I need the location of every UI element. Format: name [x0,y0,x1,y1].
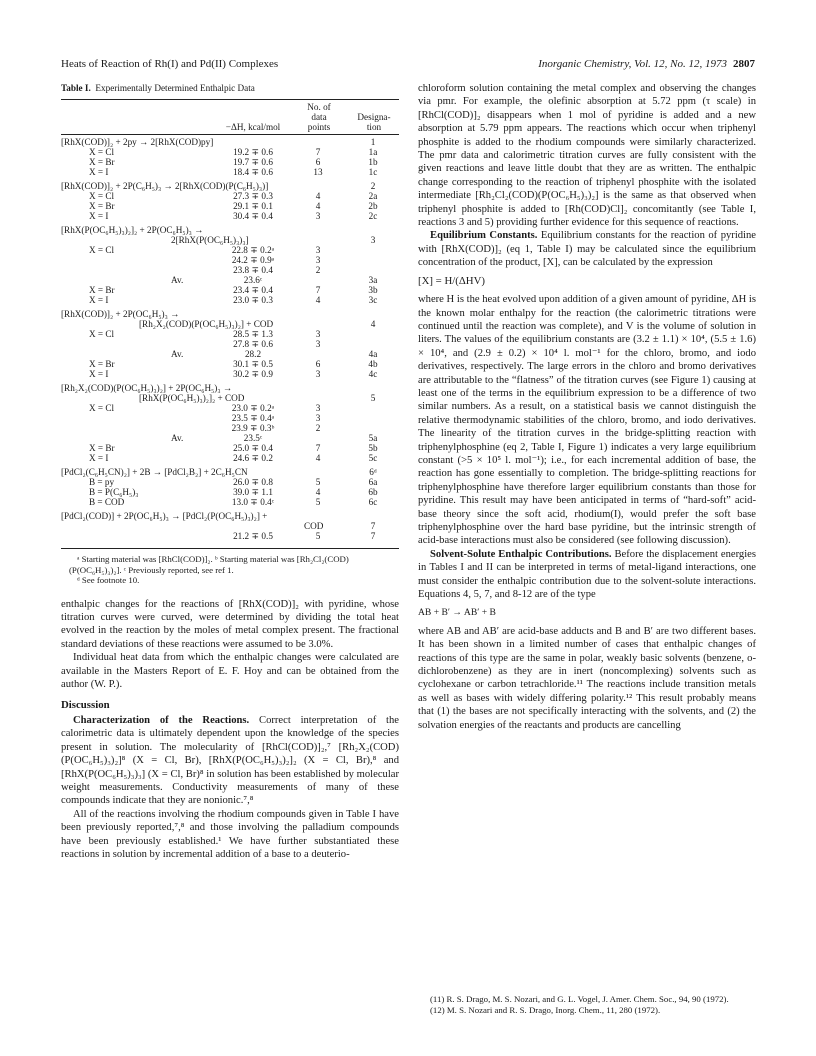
table-footnotes [69,554,399,585]
table-row-label: [RhX(P(OC₆H₅)₃)₂]₂ + COD [139,393,245,404]
designation-value: 7 [370,531,376,542]
table-row-label: B = P(C₆H₅)₃ [89,487,139,498]
header-journal [538,58,755,70]
paragraph [61,714,399,808]
table-row-label: Av. [171,349,184,360]
reaction-equation: [PdCl₂(C₆H₅CN)₂] + 2B → [PdCl₂B₂] + 2C₆H₅CN [61,467,248,478]
table-row-label: X = Br [89,443,115,454]
enthalpy-value: 23.6ᶜ [243,275,263,286]
paragraph: chloroform solution containing the metal complex and observing the changes via pmr. For example, the olefinic absorption at 5.72 ppm (τ scale) in [RhCl(COD)]₂ disappears when 1 mol of pyridine is added and a new absorption at 5.79 ppm appears. The reactions which occur when triphenyl phosphite is added to the rhodium compounds were similarly characterized. The pmr data and calorimetric titration curves are fully consistent with the given reactions and leave little doubt that they are as written. The enthalpic change corresponding to the reaction of triphenyl phosphite with the isolated intermediate [Rh₂Cl₂(COD)(P(OC₆H₅)₃)₂] is the same as that observed when triphenyl phosphite is added to [Rh(COD)Cl]₂ concomitantly (see Table I, reactions 3 and 5) providing further evidence for this sequence of reactions. [418,83,756,229]
enthalpy-value: 19.2 ∓ 0.6 [233,147,273,158]
designation-value: 6b [368,487,378,498]
table-row-label: Av. [171,275,184,286]
data-points-value: 3 [315,245,321,256]
table-row-label: X = I [89,167,109,178]
designation-value: 4c [368,369,378,380]
table-caption [61,82,399,95]
designation-value: 5a [368,433,378,444]
header-points-3: points [307,122,331,133]
table-row-label: X = Br [89,285,115,296]
enthalpy-value: 30.2 ∓ 0.9 [233,369,273,380]
header-desig-1: Designa- [357,112,391,123]
enthalpy-value: 23.8 ∓ 0.4 [233,265,273,276]
table-caption-text: Experimentally Determined Enthalpic Data [95,83,255,93]
designation-value: 1c [368,167,378,178]
enthalpy-value: 27.3 ∓ 0.3 [233,191,273,202]
journal-citation: Inorganic Chemistry, Vol. 12, No. 12, 1973 [538,58,727,70]
paragraph-text: Equilibrium constants for the reaction of pyridine with [RhX(COD)]₂ (eq 1, Table I) may be calculated since the equilibrium concentration of the product, [X], can be calculated by the expression [418,230,757,269]
header-dh: −ΔH, kcal/mol [225,122,281,133]
equation-concentration: [X] = H/(ΔHV) [418,274,486,287]
enthalpy-value: 39.0 ∓ 1.1 [233,487,273,498]
table-row-label: COD [304,521,324,532]
table-header-rule [61,134,399,135]
table-row-label: X = I [89,453,109,464]
enthalpy-value: 23.0 ∓ 0.3 [233,295,273,306]
table-row-label: X = I [89,211,109,222]
enthalpy-value: 23.4 ∓ 0.4 [233,285,273,296]
designation-value: 2a [368,191,378,202]
table-footnote: ᵃ Starting material was [RhCl(COD)]₂. ᵇ Starting material was [Rh₂Cl₂(COD)(P(OC₆H₅)₃)₂]. ᶜ Previously reported, see ref 1. [69,554,349,575]
data-points-value: 3 [315,369,321,380]
paragraph [418,229,756,269]
paragraph-text: Correct interpretation of the calorimetric data is ultimately dependent upon the knowledge of the species present in solution. The molecularity of [RhCl(COD)]₂,⁷ [Rh₂X₂(COD)(P(OC₆H₅)₃)₂]⁸ (X = Cl, Br), [RhX(P(OC₆H₅)₃)₂]₂ (X = Cl, Br),⁸ and [RhX(P(OC₆H₅)₃)₃] (X = Cl, Br)⁸ in solution has been established by molecular weight measurements. Conductivity measurements of many of these compounds indicate that they are nonionic.⁷,⁸ [61,714,399,807]
enthalpy-value: 23.5 ∓ 0.4ᵃ [231,413,275,424]
table-row-label: Av. [171,433,184,444]
table-top-rule [61,99,399,100]
header-title: Heats of Reaction of Rh(I) and Pd(II) Complexes [61,58,279,70]
enthalpy-value: 25.0 ∓ 0.4 [233,443,273,454]
enthalpy-value: 21.2 ∓ 0.5 [233,531,273,542]
paragraph: where H is the heat evolved upon addition of a given amount of pyridine, ΔH is the known molar enthalpy for the reaction (the calorimetric titrations were continued until the reaction was complete), and V is the volume of solution in liters. The values of the equilibrium constants are (3.2 ± 1.1) × 10⁴, (5.5 ± 1.6) × 10⁴, and (2.9 ± 0.2) × 10⁴ l. mol⁻¹ for the chloro, bromo, and iodo derivatives, respectively. The large errors in the chloro and bromo derivatives are attributable to the “flatness” of the titration curves (see Figure 1) causing at least one of the terms in the equilibrium expression to be a difference of two similar numbers. As a result, on a statistical basis we cannot distinguish the relative thermodynamic stabilities of the chloro, bromo, and iodo derivatives. The linearity of the titration curves in the bridge-splitting reaction with triphenylphosphine (eq 2, Table I, Figure 1) indicates a very large equilibrium constant (>5 × 10⁵ l. mol⁻¹); i.e., for each incremental addition of base, the reaction has gone essentially to completion. The bridge-splitting reactions for triphenylphosphine have therefore larger equilibrium constants than those for pyridine. This result may have been anticipated in terms of “hard-soft” acid-base theory since the soft acid, rhodium(I), would prefer the soft base triphenylphosphine over the hard base pyridine, but the intrinsic strength of acid-base interactions must also be considered (see following discussion). [418,294,756,547]
reference-item: (12) M. S. Nozari and R. S. Drago, Inorg. Chem., 11, 280 (1972). [430,1004,661,1015]
table-row-label: X = Cl [89,147,115,158]
paragraph [418,548,756,602]
data-points-value: 3 [315,339,321,350]
designation-value: 7 [370,521,376,532]
runin-heading: Characterization of the Reactions. [73,714,250,726]
enthalpy-value: 18.4 ∓ 0.6 [233,167,273,178]
running-header [61,58,755,74]
left-body-text [61,598,399,862]
reference-item: (11) R. S. Drago, M. S. Nozari, and G. L. Vogel, J. Amer. Chem. Soc., 94, 90 (1972). [430,994,729,1004]
enthalpy-value: 23.0 ∓ 0.2ᵃ [231,403,275,414]
data-points-value: 5 [315,497,321,508]
enthalpic-data-table [61,99,399,542]
enthalpy-value: 28.2 [244,349,262,360]
designation-value: 3a [368,275,378,286]
designation-value: 3b [368,285,378,296]
reaction-equation: [PdCl₂(COD)] + 2P(OC₆H₅)₃ → [PdCl₂(P(OC₆H₅)₃)₂] + [61,511,268,522]
runin-heading: Equilibrium Constants. [430,230,538,242]
designation-value: 1b [368,157,378,168]
header-points-1: No. of [307,102,331,113]
data-points-value: 3 [315,329,321,340]
enthalpy-value: 30.1 ∓ 0.5 [233,359,273,370]
designation-value: 4b [368,359,378,370]
table-row-label: X = Cl [89,191,115,202]
right-column [418,82,756,732]
table-row-label: [Rh₂X₂(COD)(P(OC₆H₅)₃)₂] + COD [139,319,274,330]
designation-value: 5 [370,393,376,404]
enthalpy-value: 23.9 ∓ 0.3ᵇ [231,423,275,434]
paragraph: where AB and AB′ are acid-base adducts and B and B′ are two different bases. It has been shown in a limited number of cases that enthalpic changes of reactions of this type are the same in polar, weakly basic solvents (benzene, o-dichlorobenzene) as they are in inert (noncomplexing) solvents such as cyclohexane or carbon tetrachloride.¹¹ The reactions include transition metals as well as bases with widely differing polarity.¹² This result probably means that (1) the bases are not specifically interacting with the solvents, and (2) the solvation energies of the reactants and products are cancelling [418,625,756,731]
data-points-value: 4 [315,201,321,212]
designation-value: 2b [368,201,378,212]
table-row-label: X = Br [89,157,115,168]
header-desig-2: tion [366,122,382,133]
enthalpy-value: 23.5ᶜ [243,433,263,444]
designation-value: 2 [370,181,376,192]
enthalpy-value: 19.7 ∓ 0.6 [233,157,273,168]
page-number: 2807 [733,58,755,70]
enthalpy-value: 24.2 ∓ 0.9ᵃ [231,255,275,266]
paragraph-text: Before the displacement energies in Tables I and II can be interpreted in terms of metal-ligand interactions, one must consider the enthalpic contribution due to the solvent-solute interactions. Equations 4, 5, 7, and 8-12 are of the type [418,548,756,601]
table-row-label: X = I [89,369,109,380]
table-caption-label: Table I. [61,83,91,93]
designation-value: 4a [368,349,378,360]
left-column [61,82,399,861]
enthalpy-value: 27.8 ∓ 0.6 [233,339,273,350]
section-heading-discussion: Discussion [61,699,110,712]
data-points-value: 7 [315,285,321,296]
designation-value: 6ᵈ [369,467,377,478]
data-points-value: 6 [315,359,321,370]
enthalpy-value: 22.8 ∓ 0.2ᵃ [231,245,275,256]
equation-displacement: AB + B′ → AB′ + B [418,607,496,619]
data-points-value: 2 [315,265,321,276]
designation-value: 3 [370,235,376,246]
designation-value: 2c [368,211,378,222]
enthalpy-value: 26.0 ∓ 0.8 [233,477,273,488]
paragraph: Individual heat data from which the enthalpic changes were calculated are available in the Masters Report of E. F. Hoy and can be obtained from the author (W. P.). [61,652,399,691]
paragraph: All of the reactions involving the rhodium compounds given in Table I have been previously reported,⁷,⁸ and those involving the palladium compounds have been previously established.¹ We have further substantiated these reactions in solution by incremental addition of a base to a deuterio- [61,808,399,860]
table-row-label: X = Cl [89,245,115,256]
data-points-value: 3 [315,255,321,266]
data-points-value: 3 [315,403,321,414]
enthalpy-value: 24.6 ∓ 0.2 [233,453,273,464]
data-points-value: 7 [315,443,321,454]
table-row-label: X = Cl [89,403,115,414]
table-row-label: 2[RhX(P(OC₆H₅)₃)₃] [171,235,249,246]
reaction-equation: [RhX(P(OC₆H₅)₃)₂]₂ + 2P(OC₆H₅)₃ → [61,225,204,236]
data-points-value: 13 [313,167,323,178]
data-points-value: 7 [315,147,321,158]
designation-value: 6a [368,477,378,488]
designation-value: 5c [368,453,378,464]
data-points-value: 3 [315,211,321,222]
table-row-label: X = Cl [89,329,115,340]
runin-heading: Solvent-Solute Enthalpic Contributions. [430,548,612,560]
designation-value: 1a [368,147,378,158]
data-points-value: 2 [315,423,321,434]
paragraph: enthalpic changes for the reactions of [RhX(COD)]₂ with pyridine, whose titration curves were curved, were determined by dividing the total heat evolved in the reaction by the moles of metal complex present. The fractional standard deviations of these reactions were assumed to be 3.0%. [61,598,399,650]
data-points-value: 5 [315,531,321,542]
designation-value: 5b [368,443,378,454]
reaction-equation: [RhX(COD)]₂ + 2py → 2[RhX(COD)py] [61,137,214,148]
references [418,994,756,1015]
header-points-2: data [311,112,327,123]
data-points-value: 4 [315,295,321,306]
table-footnote: ᵈ See footnote 10. [77,575,140,586]
enthalpy-value: 30.4 ∓ 0.4 [233,211,273,222]
data-points-value: 5 [315,477,321,488]
enthalpy-value: 28.5 ∓ 1.3 [233,329,273,340]
enthalpy-value: 29.1 ∓ 0.1 [233,201,273,212]
data-points-value: 4 [315,453,321,464]
data-points-value: 6 [315,157,321,168]
data-points-value: 4 [315,487,321,498]
table-row-label: X = Br [89,201,115,212]
table-row-label: B = py [89,477,115,488]
reaction-equation: [Rh₂X₂(COD)(P(OC₆H₅)₃)₂] + 2P(OC₆H₅)₃ → [61,383,233,394]
table-row-label: X = Br [89,359,115,370]
table-row-label: X = I [89,295,109,306]
enthalpy-value: 13.0 ∓ 0.4ᶜ [231,497,275,508]
reaction-equation: [RhX(COD)]₂ + 2P(C₆H₅)₃ → 2[RhX(COD)(P(C₆H₅)₃)] [61,181,269,192]
data-points-value: 4 [315,191,321,202]
reaction-equation: [RhX(COD)]₂ + 2P(OC₆H₅)₃ → [61,309,180,320]
designation-value: 4 [370,319,376,330]
designation-value: 1 [370,137,376,148]
designation-value: 6c [368,497,378,508]
table-row-label: B = COD [89,497,125,508]
data-points-value: 3 [315,413,321,424]
table-bottom-rule [61,548,399,549]
designation-value: 3c [368,295,378,306]
